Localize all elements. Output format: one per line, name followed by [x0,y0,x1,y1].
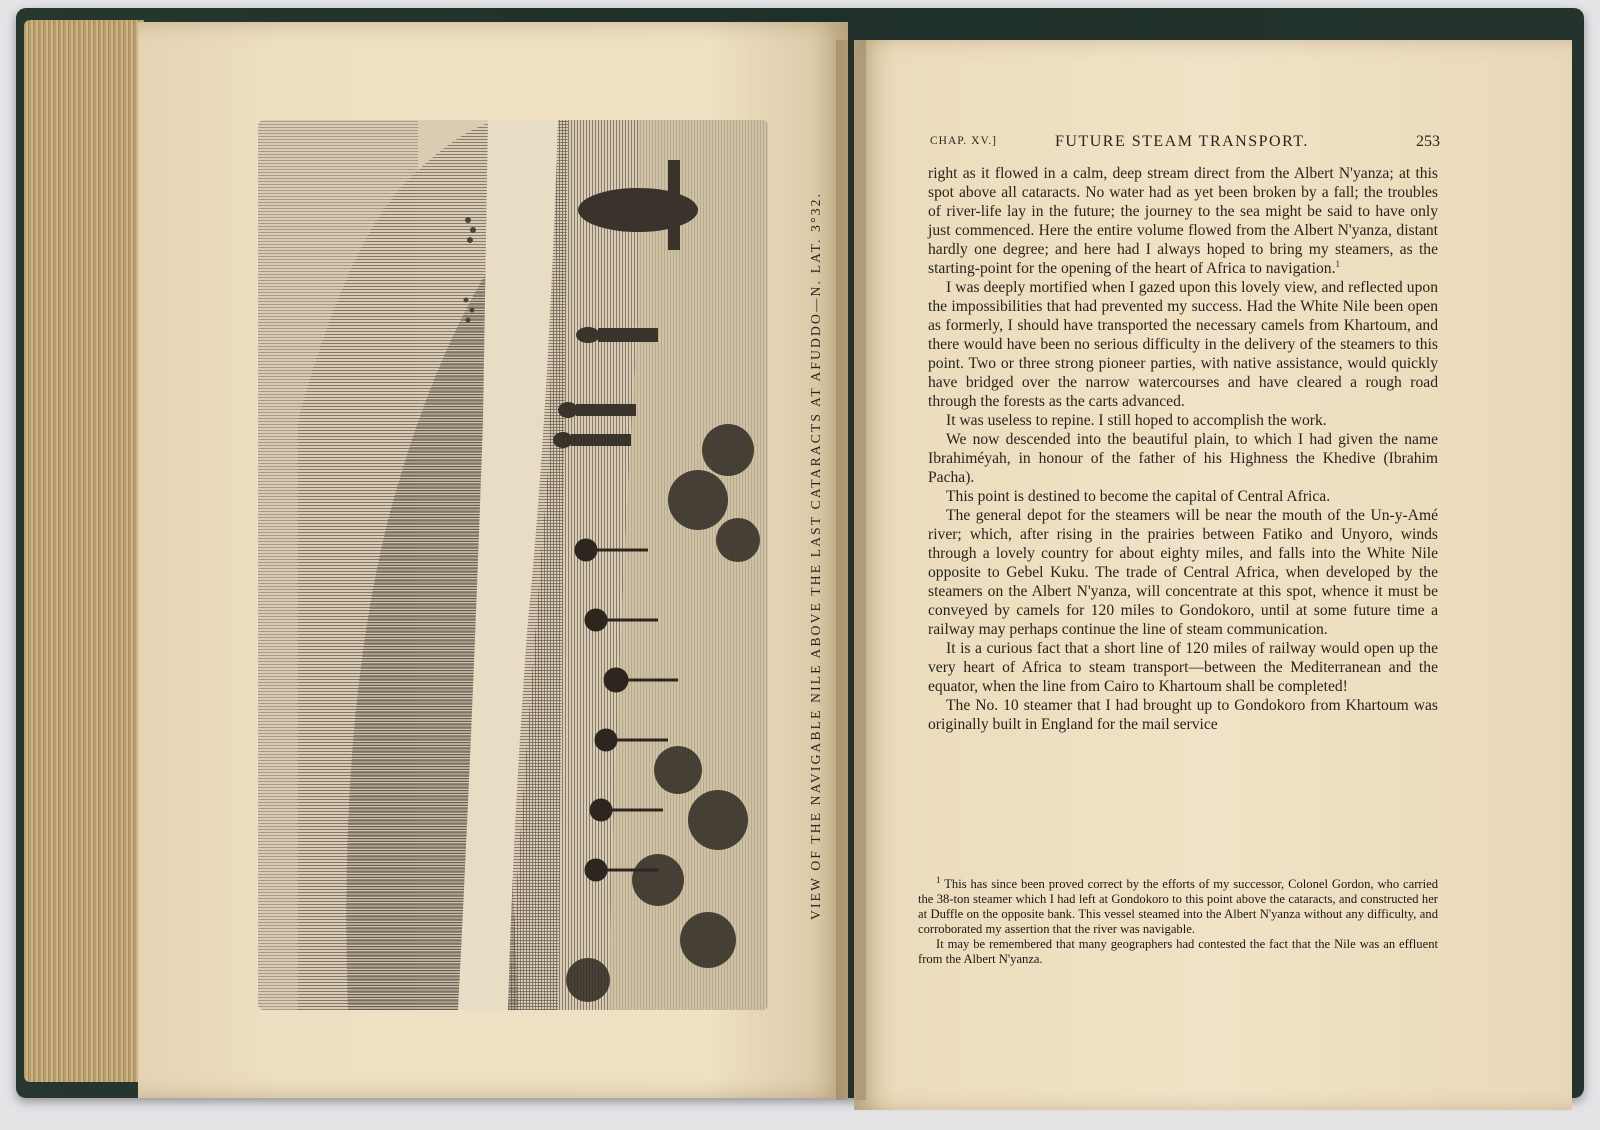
paragraph: It is a curious fact that a short line of 120 miles of railway would open up the very heart of Africa to steam transport—between the Mediterranean and the equator, when the line from Cairo to Khartoum shall be completed! [928,640,1438,695]
body-text [928,164,1438,734]
footnotes [918,874,1439,967]
paragraph: The No. 10 steamer that I had brought up to Gondokoro from Khartoum was originally built in England for the mail service [928,697,1438,733]
paragraph: This point is destined to become the capital of Central Africa. [946,488,1331,505]
book-gutter [836,40,866,1100]
footnote-number: 1 [936,874,941,885]
paragraph: It was useless to repine. I still hoped to accomplish the work. [946,412,1327,429]
footnote-continuation: It may be remembered that many geographers had contested the fact that the Nile was an effluent from the Albert N'yanza. [918,937,1438,966]
chapter-label: CHAP. XV.] [930,135,997,147]
paragraph: I was deeply mortified when I gazed upon this lovely view, and reflected upon the impossibilities that had prevented my success. Had the White Nile been open as formerly, I should have transported the necessary camels from Khartoum, and there would have been no serious difficulty in the delivery of the steamers to this point. Two or three strong pioneer parties, with native assistance, would quickly have bridged over the narrow watercourses and have cleared a rough road through the forests as the carts advanced. [928,279,1438,410]
running-title: FUTURE STEAM TRANSPORT. [1055,133,1309,150]
footnote-marker: 1 [1335,258,1340,269]
illustration-caption: VIEW OF THE NAVIGABLE NILE ABOVE THE LAST CATARACTS AT AFUDDO—N. LAT. 3°32. [808,191,823,920]
engraving-illustration [258,120,768,1010]
footnote: $^1$ This has since been proved correct by the efforts of my successor, Colonel Gordon, who carried the 38-ton steamer which I had left at Gondokoro to this point above the cataracts, and constructed her at Duffle on the opposite bank. This vessel steamed into the Albert N'yanza without any difficulty, and corroborated my assertion that the river was navigable. [918,874,1439,936]
page-edges [24,20,144,1082]
running-head [930,133,1440,153]
paragraph: The general depot for the steamers will be near the mouth of the Un-y-Amé river; which, after rising in the prairies between Fatiko and Unyoro, winds through a lovely country for about eighty miles, and falls into the White Nile opposite to Gebel Kuku. The trade of Central Africa, when developed by the steamers on the Albert N'yanza, will concentrate at this spot, whence it must be conveyed by camels for 120 miles to Gondokoro, until at some future time a railway may perhaps continue the line of steam communication. [928,507,1438,638]
page-number: 253 [1416,133,1440,150]
paragraph: We now descended into the beautiful plain, to which I had given the name Ibrahiméyah, in honour of the father of his Highness the Khedive (Ibrahim Pacha). [928,431,1438,486]
paragraph: right as it flowed in a calm, deep stream direct from the Albert N'yanza; at this spot above all cataracts. No water had as yet been broken by a fall; the troubles of river-life lay in the future; the journey to the sea might be said to have only just commenced. Here the entire volume flowed from the Albert N'yanza, distant hardly one degree; and here had I always hoped to bring my steamers, as the starting-point for the opening of the heart of Africa to navigation.$^1$ [928,165,1438,277]
